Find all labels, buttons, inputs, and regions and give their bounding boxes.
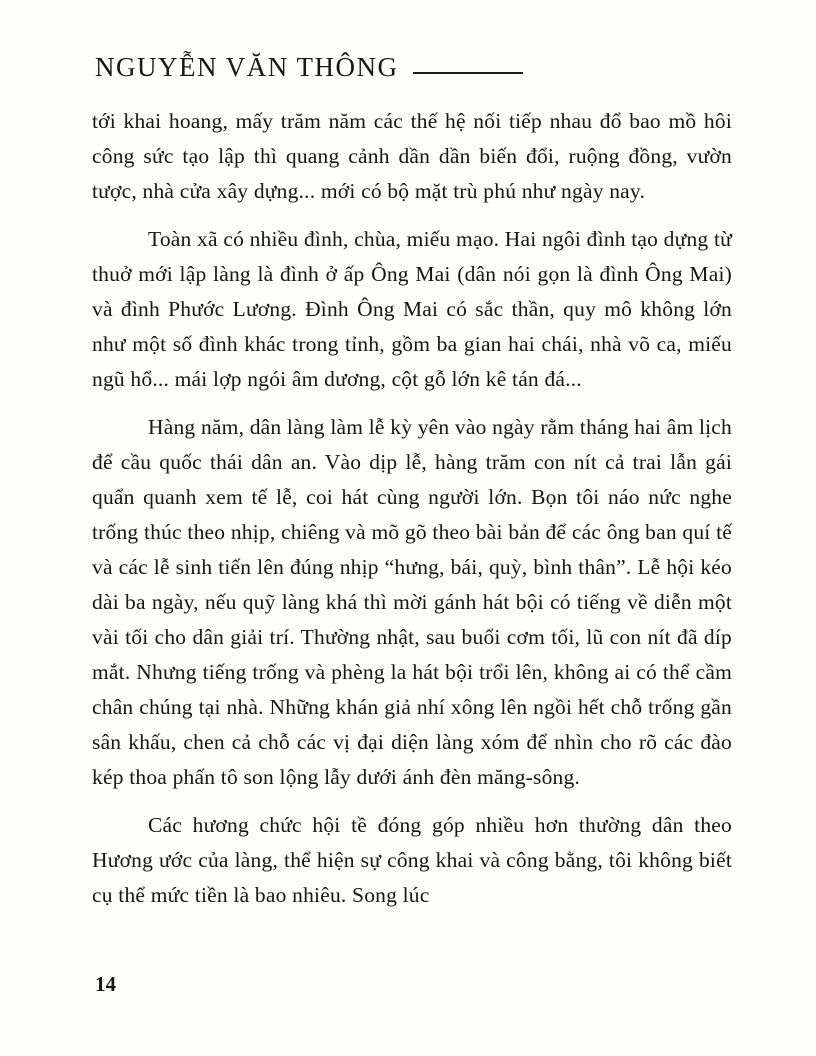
- paragraph: Các hương chức hội tề đóng góp nhiều hơn thường dân theo Hương ước của làng, thể hiện sự công khai và công bằng, tôi không biết cụ thể mức tiền là bao nhiêu. Song lúc: [92, 813, 732, 907]
- paragraph: Toàn xã có nhiều đình, chùa, miếu mạo. Hai ngôi đình tạo dựng từ thuở mới lập làng là đình ở ấp Ông Mai (dân nói gọn là đình Ông Mai) và đình Phước Lương. Đình Ông Mai có sắc thần, quy mô không lớn như một số đình khác trong tỉnh, gồm ba gian hai chái, nhà võ ca, miếu ngũ hổ... mái lợp ngói âm dương, cột gỗ lớn kê tán đá...: [92, 227, 732, 391]
- running-head-author: NGUYỄN VĂN THÔNG: [95, 52, 399, 82]
- paragraph: Hàng năm, dân làng làm lễ kỳ yên vào ngày rằm tháng hai âm lịch để cầu quốc thái dân an. Vào dịp lễ, hàng trăm con nít cả trai lẫn gái quẩn quanh xem tế lễ, coi hát cùng người lớn. Bọn tôi náo nức nghe trống thúc theo nhịp, chiêng và mõ gõ theo bài bản để các ông ban quí tế và các lễ sinh tiến lên đúng nhịp “hưng, bái, quỳ, bình thân”. Lễ hội kéo dài ba ngày, nếu quỹ làng khá thì mời gánh hát bội có tiếng về diễn một vài tối cho dân giải trí. Thường nhật, sau buổi cơm tối, lũ con nít đã díp mắt. Nhưng tiếng trống và phèng la hát bội trổi lên, không ai có thể cầm chân chúng tại nhà. Những khán giả nhí xông lên ngồi hết chỗ trống gần sân khấu, chen cả chỗ các vị đại diện làng xóm để nhìn cho rõ các đào kép thoa phấn tô son lộng lẫy dưới ánh đèn măng-sông.: [92, 415, 732, 789]
- header-rule: [413, 72, 523, 74]
- page-body: [92, 104, 732, 926]
- page-number: 14: [95, 972, 116, 996]
- paragraph-continuation: tới khai hoang, mấy trăm năm các thế hệ nối tiếp nhau đổ bao mồ hôi công sức tạo lập thì quang cảnh dần dần biến đổi, ruộng đồng, vườn tược, nhà cửa xây dựng... mới có bộ mặt trù phú như ngày nay.: [92, 109, 732, 203]
- page-header: [95, 52, 523, 83]
